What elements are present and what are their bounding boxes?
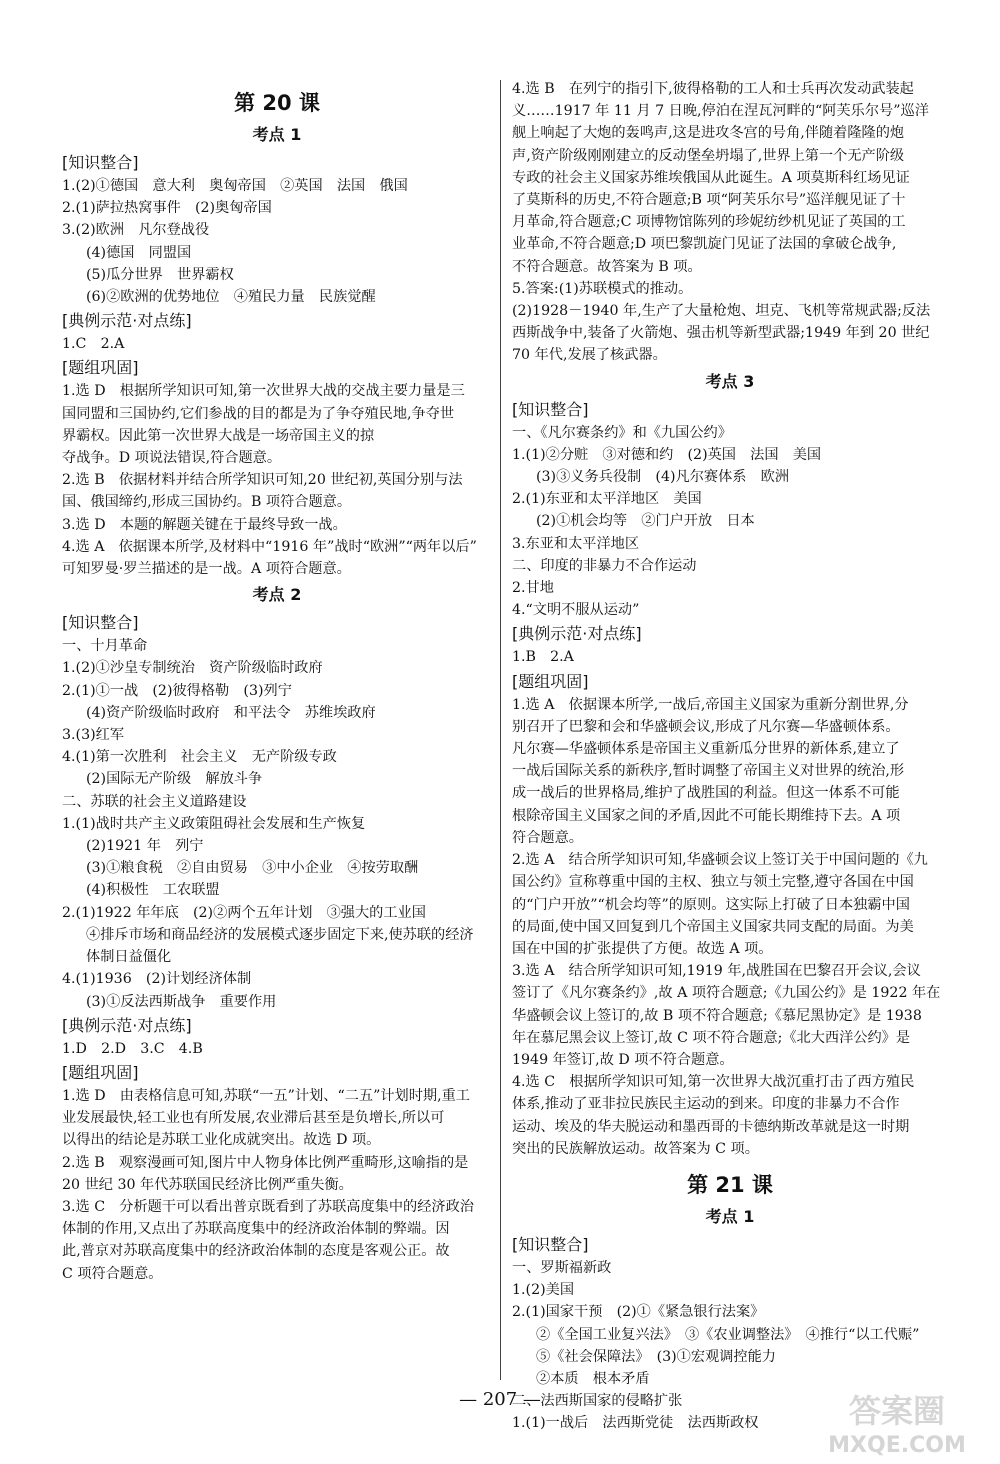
text-line-indented: (4)积极性 工农联盟 (86, 882, 220, 899)
text-line: 一、《凡尔赛条约》和《九国公约》 (512, 424, 732, 441)
text-line: C 项符合题意。 (62, 1265, 163, 1282)
section-heading: [典例示范·对点练] (62, 1015, 192, 1035)
point-heading: 考点 1 (252, 125, 302, 144)
text-line: 夺战争。D 项说法错误,符合题意。 (62, 450, 282, 467)
text-line: 4.选 C 根据所学知识可知,第一次世界大战沉重打击了西方殖民 (512, 1074, 915, 1091)
text-line: 了莫斯科的历史,不符合题意;B 项“阿芙乐尔号”巡洋舰见证了十 (512, 192, 906, 209)
section-heading: [题组巩固] (512, 671, 589, 691)
text-line: 70 年代,发展了核武器。 (512, 347, 667, 364)
text-line: 一战后国际关系的新秩序,暂时调整了帝国主义对世界的统治,形 (512, 763, 905, 780)
text-line: 的局面,使中国又回复到几个帝国主义国家共同支配的局面。为美 (512, 918, 914, 935)
left-column (62, 78, 492, 1285)
text-line: 1.D 2.D 3.C 4.B (62, 1040, 203, 1057)
text-line: 1.(2)①德国 意大利 奥匈帝国 ②英国 法国 俄国 (62, 178, 408, 194)
text-line: 4.选 A 依据课本所学,及材料中“1916 年”战时“欧洲”“两年以后” (62, 538, 477, 555)
text-line: 20 世纪 30 年代苏联国民经济比例严重失衡。 (62, 1176, 353, 1193)
text-line: 2.甘地 (512, 580, 554, 597)
text-line: 2.选 A 结合所学知识可知,华盛顿会议上签订关于中国问题的《九 (512, 852, 928, 869)
text-line: 3.选 D 本题的解题关键在于最终导致一战。 (62, 516, 347, 533)
text-line-indented: (2)①机会均等 ②门户开放 日本 (536, 513, 755, 530)
text-line: 4.(1)第一次胜利 社会主义 无产阶级专政 (62, 749, 337, 766)
text-line: 运动、埃及的华夫脱运动和墨西哥的卡德纳斯改革就是这一时期 (512, 1118, 910, 1135)
text-line: 体系,推动了亚非拉民族民主运动的到来。印度的非暴力不合作 (512, 1096, 900, 1113)
text-line: 2.选 B 观察漫画可知,图片中人物身体比例严重畸形,这喻指的是 (62, 1154, 469, 1171)
text-line: 2.(1)1922 年年底 (2)②两个五年计划 ③强大的工业国 (62, 904, 426, 921)
text-line: 声,资产阶级刚刚建立的反动堡垒坍塌了,世界上第一个无产阶级 (512, 147, 905, 164)
text-line-indented: ④排斥市场和商品经济的发展模式逐步固定下来,使苏联的经济 (86, 926, 474, 943)
text-line: 年在慕尼黑会议上签订,故 C 项不符合题意;《北大西洋公约》是 (512, 1029, 911, 1046)
text-line: 3.(2)欧洲 凡尔登战役 (62, 222, 210, 239)
section-heading: [典例示范·对点练] (512, 624, 642, 644)
text-line: 的“门户开放”“机会均等”的原则。这实际上打破了日本独霸中国 (512, 896, 910, 913)
text-line-indented: 体制日益僵化 (86, 949, 172, 966)
section-heading: [知识整合] (512, 399, 589, 419)
text-line: 一、罗斯福新政 (512, 1259, 612, 1276)
text-line: 突出的民族解放运动。故答案为 C 项。 (512, 1140, 759, 1157)
section-heading: [知识整合] (512, 1234, 589, 1254)
text-line: 1.C 2.A (62, 336, 125, 353)
text-line: 4.(1)1936 (2)计划经济体制 (62, 971, 252, 988)
text-line: 1.选 D 根据所学知识可知,第一次世界大战的交战主要力量是三 (62, 383, 465, 400)
text-line-indented: (6)②欧洲的优势地位 ④殖民力量 民族觉醒 (86, 289, 376, 306)
text-line-indented: (2)1921 年 列宁 (86, 838, 204, 855)
text-line: 不符合题意。故答案为 B 项。 (512, 258, 702, 275)
text-line: 1.B 2.A (512, 649, 574, 666)
text-line: 义……1917 年 11 月 7 日晚,停泊在涅瓦河畔的“阿芙乐尔号”巡洋 (512, 103, 929, 120)
text-line: 可知罗曼·罗兰描述的是一战。A 项符合题意。 (62, 561, 351, 578)
text-line: 二、法西斯国家的侵略扩张 (512, 1393, 683, 1410)
column-divider (500, 80, 501, 1380)
text-line: 1.(2)①沙皇专制统治 资产阶级临时政府 (62, 660, 323, 677)
text-line: 签订了《凡尔赛条约》,故 A 项符合题意;《九国公约》是 1922 年在 (512, 985, 941, 1002)
lesson-heading: 第 20 课 (234, 91, 320, 115)
text-line: 一、十月革命 (62, 638, 148, 655)
text-line: 1.(1)一战后 法西斯党徒 法西斯政权 (512, 1415, 759, 1432)
text-line: 1949 年签订,故 D 项不符合题意。 (512, 1051, 734, 1068)
text-line: (2)1928－1940 年,生产了大量枪炮、坦克、飞机等常规武器;反法 (512, 303, 931, 320)
text-line: 以得出的结论是苏联工业化成就突出。故选 D 项。 (62, 1132, 381, 1149)
text-line: 1.(1)②分赃 ③对德和约 (2)英国 法国 美国 (512, 446, 822, 463)
point-heading: 考点 3 (705, 371, 755, 391)
text-line-indented: (4)德国 同盟国 (86, 244, 192, 261)
text-line-indented: (2)国际无产阶级 解放斗争 (86, 771, 263, 788)
text-line: 成一战后的世界格局,维护了战胜国的利益。但这一体系不可能 (512, 785, 900, 802)
text-line: 国、俄国缔约,形成三国协约。B 项符合题意。 (62, 494, 352, 511)
text-line: 3.选 A 结合所学知识可知,1919 年,战胜国在巴黎召开会议,会议 (512, 963, 921, 980)
text-line: 1.选 A 依据课本所学,一战后,帝国主义国家为重新分割世界,分 (512, 696, 909, 713)
text-line: 华盛顿会议上签订的,故 B 项不符合题意;《慕尼黑协定》是 1938 (512, 1007, 922, 1024)
text-line: 3.选 C 分析题干可以看出普京既看到了苏联高度集中的经济政治 (62, 1198, 474, 1215)
right-column (512, 78, 948, 1435)
svg-text:MXQE.COM: MXQE.COM (828, 1433, 966, 1458)
text-line: 4.“文明不服从运动” (512, 602, 640, 619)
svg-text:答案圈: 答案圈 (848, 1392, 946, 1430)
text-line: 3.东亚和太平洋地区 (512, 535, 640, 552)
point-heading: 考点 2 (252, 585, 302, 605)
text-line: 二、印度的非暴力不合作运动 (512, 557, 697, 574)
text-line: 舰上响起了大炮的轰鸣声,这是进攻冬宫的号角,伴随着隆隆的炮 (512, 125, 905, 142)
text-line: 国在中国的扩张提供了方便。故选 A 项。 (512, 940, 773, 957)
text-line: 2.选 B 依据材料并结合所学知识可知,20 世纪初,英国分别与法 (62, 472, 463, 489)
section-heading: [知识整合] (62, 153, 139, 172)
text-line: 2.(1)①一战 (2)彼得格勒 (3)列宁 (62, 682, 292, 699)
text-line-indented: (3)①粮食税 ②自由贸易 ③中小企业 ④按劳取酬 (86, 860, 419, 877)
text-line-indented: (3)①反法西斯战争 重要作用 (86, 993, 277, 1010)
watermark-logo (815, 1388, 980, 1458)
text-line: 2.(1)萨拉热窝事件 (2)奥匈帝国 (62, 200, 272, 217)
text-line: 凡尔赛—华盛顿体系是帝国主义重新瓜分世界的新体系,建立了 (512, 741, 900, 758)
text-line: 国公约》宣称尊重中国的主权、独立与领土完整,遵守各国在中国 (512, 874, 914, 891)
text-line: 界霸权。因此第一次世界大战是一场帝国主义的掠 (62, 427, 375, 444)
text-line: 1.(1)战时共产主义政策阻碍社会发展和生产恢复 (62, 815, 366, 832)
text-line-indented: (4)资产阶级临时政府 和平法令 苏维埃政府 (86, 704, 376, 721)
text-line: 3.(3)红军 (62, 727, 125, 744)
text-line-indented: (5)瓜分世界 世界霸权 (86, 266, 234, 283)
text-line-indented: ②本质 根本矛盾 (536, 1370, 650, 1387)
text-line-indented: (3)③义务兵役制 (4)凡尔赛体系 欧洲 (536, 469, 790, 486)
page-number: — 207 — (459, 1389, 541, 1410)
text-line: 国同盟和三国协约,它们参战的目的都是为了争夺殖民地,争夺世 (62, 405, 455, 422)
point-heading: 考点 1 (705, 1206, 755, 1226)
text-line: 1.(2)美国 (512, 1282, 575, 1299)
section-heading: [典例示范·对点练] (62, 311, 192, 331)
text-line: 业发展最快,轻工业也有所发展,农业滞后甚至是负增长,所以可 (62, 1110, 445, 1127)
text-line: 业革命,不符合题意;D 项巴黎凯旋门见证了法国的拿破仑战争, (512, 236, 897, 253)
text-line: 此,普京对苏联高度集中的经济政治体制的态度是客观公正。故 (62, 1243, 450, 1260)
text-line-indented: ②《全国工业复兴法》 ③《农业调整法》 ④推行“以工代赈” (536, 1326, 920, 1343)
section-heading: [题组巩固] (62, 358, 139, 378)
text-line: 2.(1)国家干预 (2)①《紧急银行法案》 (512, 1304, 765, 1321)
text-line: 根除帝国主义国家之间的矛盾,因此不可能长期维持下去。A 项 (512, 807, 901, 824)
text-line: 4.选 B 在列宁的指引下,彼得格勒的工人和士兵再次发动武装起 (512, 81, 914, 97)
section-heading: [题组巩固] (62, 1062, 139, 1082)
text-line: 西斯战争中,装备了火箭炮、强击机等新型武器;1949 年到 20 世纪 (512, 325, 930, 342)
text-line: 二、苏联的社会主义道路建设 (62, 793, 247, 810)
text-line: 1.选 D 由表格信息可知,苏联“一五”计划、“二五”计划时期,重工 (62, 1087, 470, 1104)
text-line-indented: ⑤《社会保障法》 (3)①宏观调控能力 (536, 1348, 776, 1365)
text-line: 体制的作用,又点出了苏联高度集中的经济政治体制的弊端。因 (62, 1221, 450, 1238)
text-line: 专政的社会主义国家苏维埃俄国从此诞生。A 项莫斯科红场见证 (512, 169, 910, 186)
text-line: 符合题意。 (512, 829, 583, 846)
text-line: 别召开了巴黎和会和华盛顿会议,形成了凡尔赛—华盛顿体系。 (512, 718, 900, 735)
lesson-heading: 第 21 课 (687, 1172, 773, 1197)
text-line: 月革命,符合题意;C 项博物馆陈列的珍妮纺纱机见证了英国的工 (512, 214, 906, 231)
text-line: 5.答案:(1)苏联模式的推动。 (512, 280, 693, 297)
text-line: 2.(1)东亚和太平洋地区 美国 (512, 491, 702, 508)
section-heading: [知识整合] (62, 613, 139, 633)
